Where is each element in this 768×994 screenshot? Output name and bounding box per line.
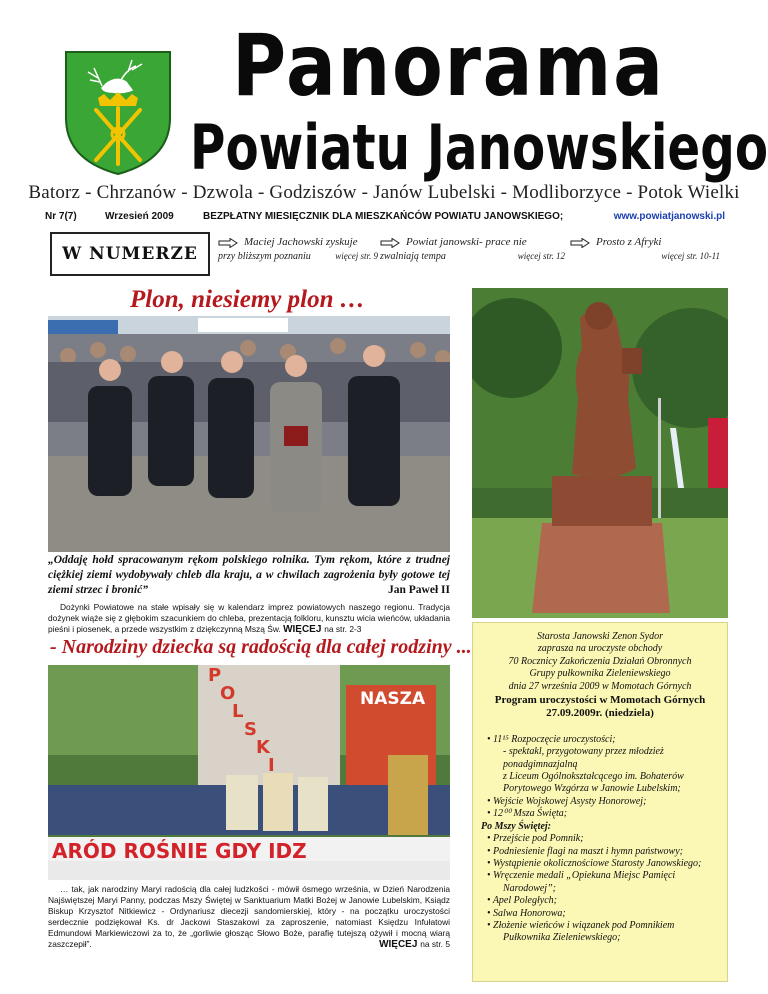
masthead-title: Panorama [232,16,665,116]
harvest-headline: Plon, niesiemy plon … [130,286,365,313]
program-item: Narodowej”; [503,882,556,894]
harvest-article-body: Dożynki Powiatowe na stałe wpisały się w kalendarz imprez powiatowych naszego regionu. Tradycja dożynek wiąże się z głębokim szacunkiem do chleba, prezentacją folkloru, kunsztu wicia wieńców, układania pieśni i piosenek, a przede wszystkim z dziękczynną Mszą Św. WIĘCEJ na str. 2-3 [48,602,450,635]
harvest-more-link[interactable]: WIĘCEJ na str. 2-3 [283,624,362,635]
coat-of-arms-logo [62,48,174,178]
arrow-right-icon [380,238,400,248]
program-intro-line: Starosta Janowski Zenon Sydor [536,631,663,642]
program-item: • Podniesienie flagi na maszt i hymn państwowy; [487,845,683,857]
banner-letter: P [208,665,222,686]
program-item: Pułkownika Zieleniewskiego; [503,932,621,944]
arrow-right-icon [218,238,238,248]
banner-bottom-text: ARÓD ROŚNIE GDY IDZ [52,839,307,863]
quote-author: Jan Paweł II [388,584,450,596]
toc-item-afryka[interactable]: Prosto z Afryki więcej str. 10-11 [570,236,720,261]
ceremony-program-box [472,622,728,982]
in-this-issue-label: W NUMERZE [50,232,210,276]
issue-date: Wrzesień 2009 [105,211,174,222]
program-item: • Salwa Honorowa; [487,907,566,919]
program-item: • Apel Poległych; [487,895,557,907]
birth-more-link[interactable]: WIĘCEJ na str. 5 [379,939,450,950]
program-date: 27.09.2009r. (niedziela) [546,707,654,720]
masthead-subtitle: Powiatu Janowskiego [190,111,768,184]
program-item: • 12⁰⁰ Msza Święta; [487,808,568,820]
toc-item-jachowski[interactable]: Maciej Jachowski zyskuje przy bliższym poznaniu więcej str. 9 [218,236,378,262]
banner-letter: K [256,737,270,758]
program-intro-line: dnia 27 września 2009 w Momotach Górnych [508,680,692,692]
program-item: z Liceum Ogólnokształcącego im. Bohaterów [503,771,684,783]
banner-letter: L [232,701,244,722]
masthead-towns: Batorz - Chrzanów - Dzwola - Godziszów - Janów Lubelski - Modliborzyce - Potok Wielki [28,182,740,203]
birth-headline: - Narodziny dziecka są radością dla całej rodziny ... [50,636,472,658]
program-item: • Przejście pod Pomnik; [487,833,584,845]
program-intro-line: zaprasza na uroczyste obchody [537,643,663,655]
issue-number: Nr 7(7) [45,211,77,222]
monument-photo [472,288,728,618]
program-intro-line: Grupy pułkownika Zieleniewskiego [529,668,671,680]
issue-info-bar [45,211,725,227]
banner-letter: O [220,683,236,704]
banner-word: NASZA [360,689,426,709]
harvest-festival-photo [48,316,450,552]
program-item: Porytowego Wzgórza w Janowie Lubelskim; [503,783,681,795]
program-intro-line: 70 Rocznicy Zakończenia Działań Obronnych [508,655,692,667]
banner-letter: S [244,719,257,740]
program-title: Program uroczystości w Momotach Górnych [494,694,706,707]
program-item: • Wystąpienie okolicznościowe Starosty Janowskiego; [487,857,702,869]
arrow-right-icon [570,238,590,248]
pope-quote: „Oddaję hołd spracowanym rękom polskiego rolnika. Tym rękom, które z trudnej ciężkiej ziemi wydobywały chleb dla kraju, a w chwilach zagrożenia były gotowe tej ziemi strzec i bronić” Jan Paweł II [48,554,450,596]
program-item: • 11¹⁵ Rozpoczęcie uroczystości; [487,733,616,745]
banner-letter: I [268,755,275,776]
mass-photo [48,665,450,880]
after-mass-list [479,833,721,945]
program-item: • Wręczenie medali „Opiekuna Miejsc Pamięci [487,870,676,882]
program-item: • Złożenie wieńców i wiązanek pod Pomnikiem [487,919,675,931]
after-mass-label: Po Mszy Świętej: [481,820,551,832]
program-item: ponadgimnazjalną [503,758,578,770]
program-item: - spektakl, przygotowany przez młodzież [503,746,664,758]
toc-item-powiat-prace[interactable]: Powiat janowski- prace nie zwalniają tempa więcej str. 12 [380,236,565,262]
issue-tagline: BEZPŁATNY MIESIĘCZNIK DLA MIESZKAŃCÓW POWIATU JANOWSKIEGO; [203,211,564,222]
program-list [479,734,721,821]
birth-article-body: … tak, jak narodziny Maryi radością dla całej ludzkości - mówił ósmego września, w Dzień Narodzenia Najświętszej Maryi Panny, podczas Mszy Świętej w Sanktuarium Matki Bożej w Janowie Lubelskim, Ksiądz Biskup Krzysztof Nitkiewicz - Ordynariusz diecezji sandomierskiej, który - na początku uroczystości serdecznie podziękował Ks. dr Jackowi Staszakowi za zaproszenie, natomiast Księdzu Infułatowi Edmundowi Markiewiczowi za to, że „gorliwie głosząc Słowo Boże, parafię tutejszą ożywił i mocną wiarą zaszczepił”. WIĘCEJ na str. 5 [48,884,450,950]
program-item: • Wejście Wojskowej Asysty Honorowej; [487,795,647,807]
website-link[interactable]: www.powiatjanowski.pl [613,211,725,222]
